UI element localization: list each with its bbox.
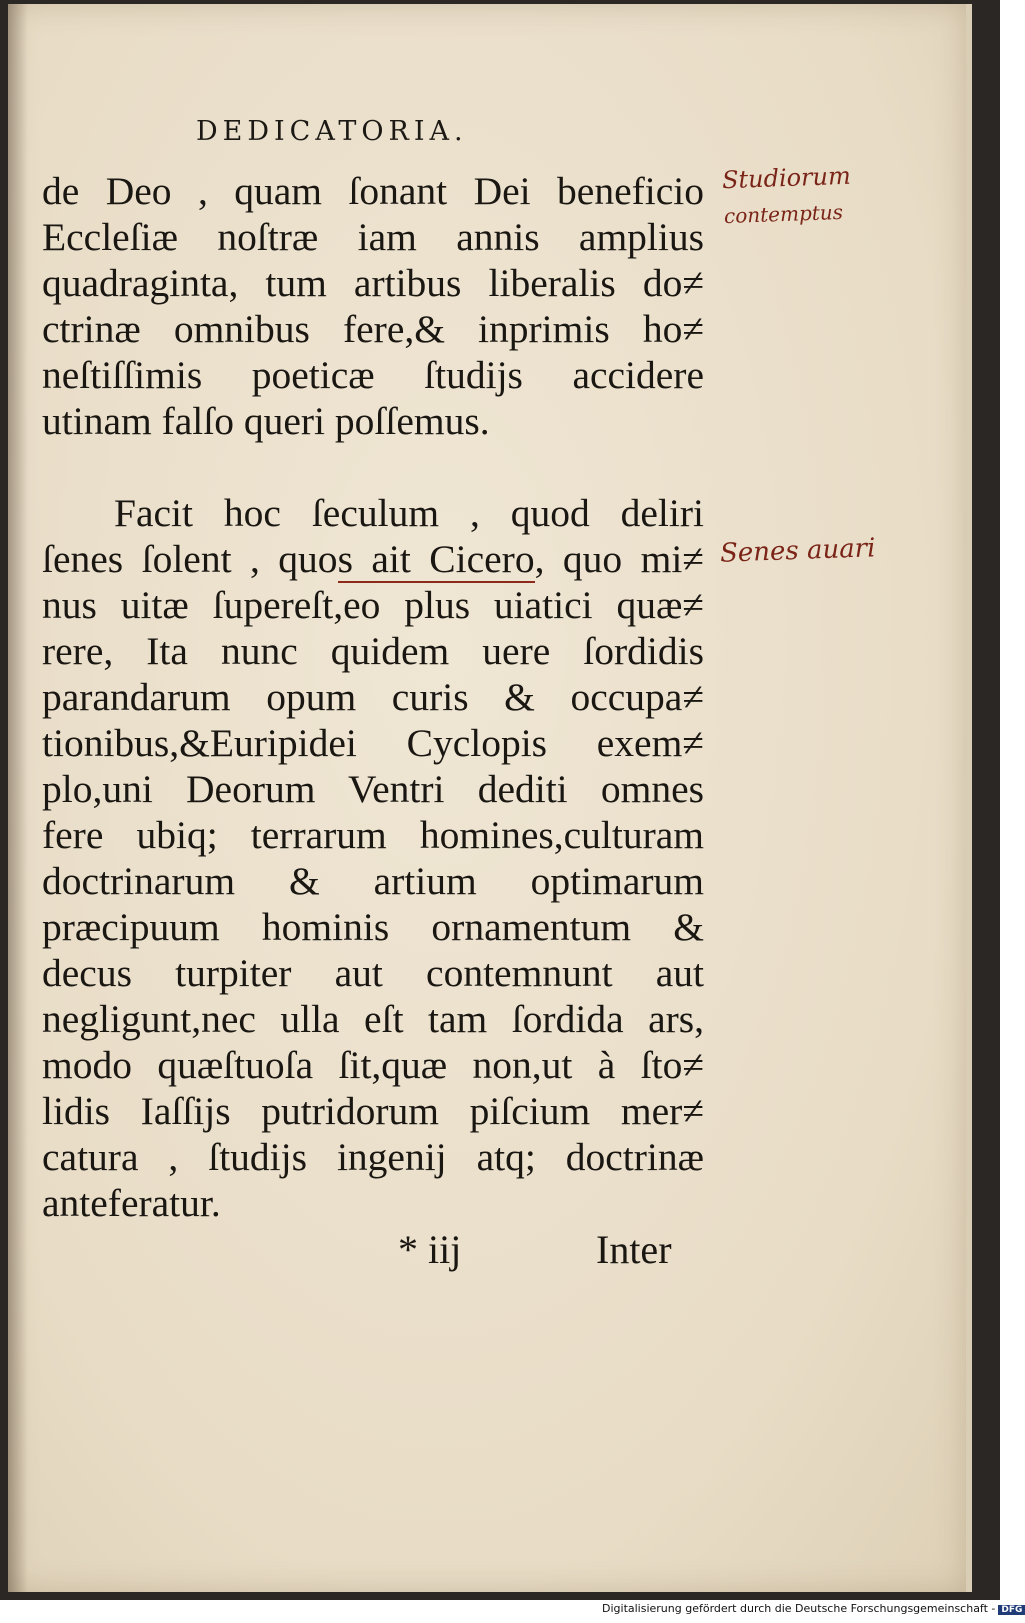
digitization-credit [602,1602,1025,1615]
text-line: neſtiſſimis poeticæ ſtudijs accidere [42,353,704,397]
text-line: quadraginta, tum artibus liberalis do≠ [42,261,704,305]
text-line: anteferatur. [42,1181,221,1225]
underlined-phrase: s ait Cicero [337,537,535,581]
signature-mark: * iij [398,1227,462,1272]
text-line: nus uitæ ſupereſt,eo plus uiatici quæ≠ [42,583,704,627]
text-line: catura , ſtudijs ingenij atq; doctrinæ [42,1135,704,1179]
text-line: negligunt,nec ulla eſt tam ſordida ars, [42,997,704,1041]
text-line: modo quæſtuoſa ſit,quæ non,ut à ſto≠ [42,1043,704,1087]
marginal-note-2: Senes auari [719,533,876,569]
spine-shadow [8,4,28,1592]
text-line: parandarum opum curis & occupa≠ [42,675,704,719]
text-line: doctrinarum & artium optimarum [42,859,704,903]
text-line: fere ubiq; terrarum homines,culturam [42,813,704,857]
dfg-logo: DFG [998,1605,1025,1615]
text-line: decus turpiter aut contemnunt aut [42,951,704,995]
paragraph-2 [42,490,704,1226]
text-line-annotated [42,536,704,582]
text-line: de Deo , quam ſonant Dei beneficio [42,169,704,213]
text-line: lidis Iaſſijs putridorum piſcium mer≠ [42,1089,704,1133]
text-line: ctrinæ omnibus fere,& inprimis ho≠ [42,307,704,351]
text-line: præcipuum hominis ornamentum & [42,905,704,949]
text-segment: , quo mi≠ [534,537,704,581]
text-line: Facit hoc ſeculum , quod deliri [114,491,704,535]
text-line: plo,uni Deorum Ventri dediti omnes [42,767,704,811]
catchword: Inter [596,1227,672,1272]
text-line: utinam falſo queri poſſemus. [42,399,490,443]
text-segment: ſenes ſolent , quo [42,537,338,581]
paragraph-1 [42,168,704,444]
running-head: DEDICATORIA. [196,116,468,147]
marginal-note-1b: contemptus [723,199,844,229]
text-line: tionibus,&Euripidei Cyclopis exem≠ [42,721,704,765]
text-line: rere, Ita nunc quidem uere ſordidis [42,629,704,673]
text-line: Eccleſiæ noſtræ iam annis amplius [42,215,704,259]
credit-text: Digitalisierung gefördert durch die Deutsche Forschungsgemeinschaft - [602,1602,996,1615]
marginal-note-1: Studiorum [721,161,852,195]
